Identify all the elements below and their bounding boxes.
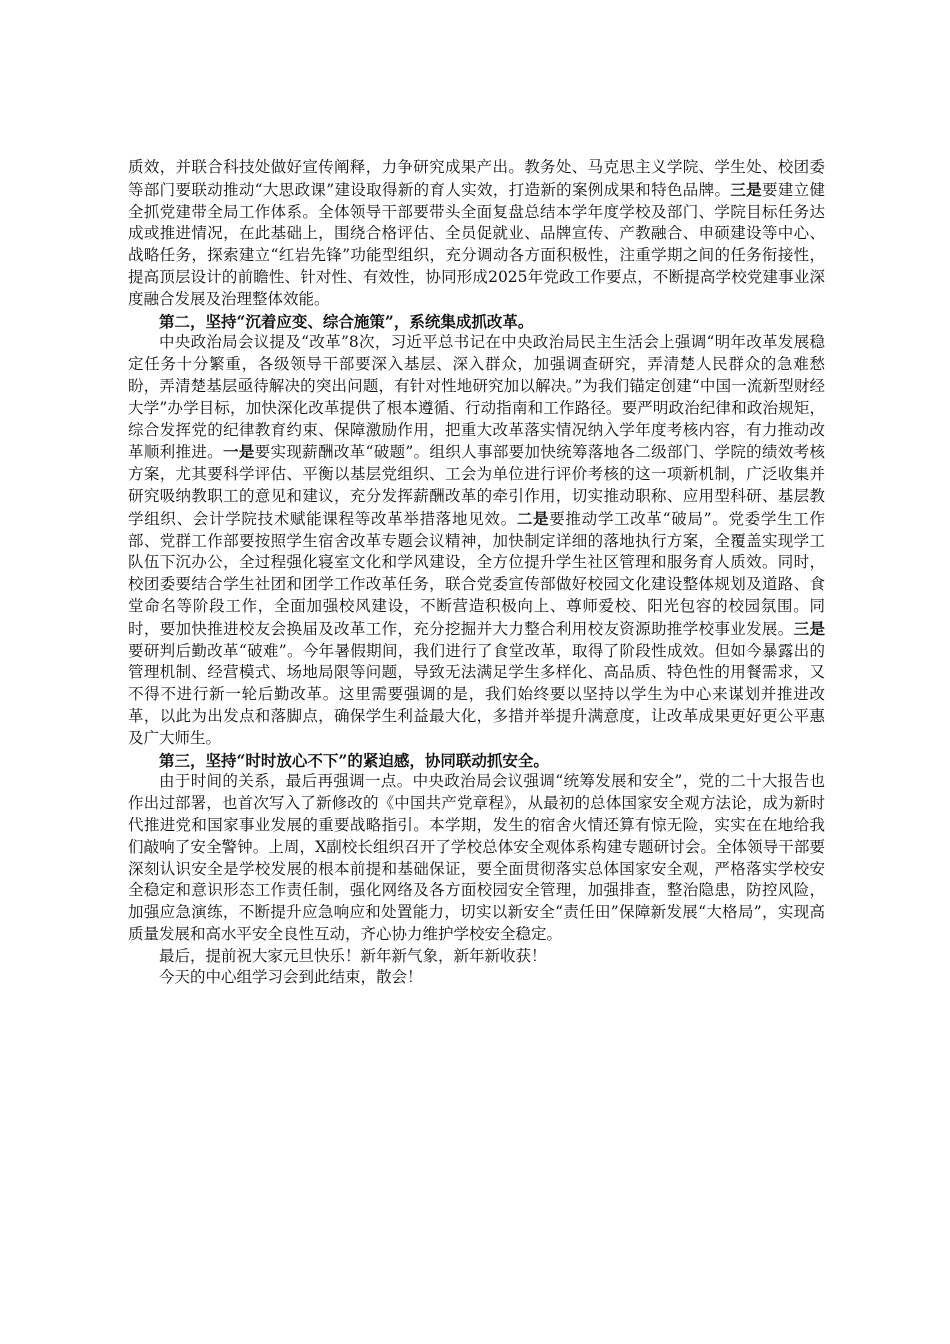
paragraph-text: 由于时间的关系，最后再强调一点。中央政治局会议强调“统筹发展和安全”，党的二十大报告也作出过部署，也首次写入了新修改的《中国共产党章程》，从最初的总体国家安全观方法论，成为新时代推进党和国家事业发展的重要战略指引。本学期，发生的宿舍火情还算有惊无险，实实在在地给我们敲响了安全警钟。上周，X副校长组织召开了学校总体安全观体系构建专题研讨会。全体领导干部要深刻认识安全是学校发展的根本前提和基础保证，要全面贯彻落实总体国家安全观，严格落实学校安全稳定和意识形态工作责任制，强化网络及各方面校园安全管理，加强排查，整治隐患，防控风险，加强应急演练，不断提升应急响应和处置能力，切实以新安全“责任田”保障新发展“大格局”，实现高质量发展和高水平安全良性互动，齐心协力维护学校安全稳定。 bbox=[128, 772, 825, 943]
emphasis-text: 第三，坚持“时时放心不下”的紧迫感，协同联动抓安全。 bbox=[159, 750, 549, 770]
emphasis-text: 三是 bbox=[730, 179, 762, 199]
paragraph-text: 最后，提前祝大家元旦快乐！新年新气象，新年新收获！ bbox=[159, 946, 547, 965]
body-paragraph bbox=[128, 332, 825, 749]
paragraph-text: 要研判后勤改革“破难”。今年暑假期间，我们进行了食堂改革，取得了阶段性成效。但如今暴露出的管理机制、经营模式、场地局限等问题，导致无法满足学生多样化、高品质、特色性的用餐需求，又不得不进行新一轮后勤改革。这里需要强调的是，我们始终要以坚持以学生为中心来谋划并推进改革，以此为出发点和落脚点，确保学生利益最大化，多措并举提升满意度，让改革成果更好更公平惠及广大师生。 bbox=[128, 641, 825, 747]
paragraph-text: 要推动学工改革“破局”。党委学生工作部、党群工作部要按照学生宿舍改革专题会议精神，加快制定详细的落地执行方案，全覆盖实现学工队伍下沉办公，全过程强化寝室文化和学风建设，全方位提升学生社区管理和服务育人质效。同时，校团委要结合学生社团和团学工作改革任务，联合党委宣传部做好校园文化建设整体规划及道路、食堂命名等阶段工作，全面加强校风建设，不断营造积极向上、尊师爱校、阳光包容的校园氛围。同时，要加快推进校友会换届及改革工作，充分挖掘并大力整合利用校友资源助推学校事业发展。 bbox=[128, 509, 825, 638]
body-paragraph bbox=[128, 967, 825, 989]
emphasis-text: 一是 bbox=[223, 442, 255, 462]
document-body bbox=[128, 157, 825, 989]
paragraph-text: 中央政治局会议提及“改革”8次，习近平总书记在中央政治局民主生活会上强调“明年改革发展稳定任务十分繁重，各级领导干部要深入基层、深入群众，加强调查研究，弄清楚人民群众的急难愁盼，弄清楚基层亟待解决的突出问题，有针对性地研究加以解决。”为我们锚定创建“中国一流新型财经大学”办学目标，加快深化改革提供了根本遵循、行动指南和工作路径。要严明政治纪律和政治规矩，综合发挥党的纪律教育约束、保障激励作用，把重大改革落实情况纳入学年度考核内容，有力推动改革顺利推进。 bbox=[128, 333, 825, 462]
body-paragraph bbox=[128, 946, 825, 968]
body-paragraph bbox=[128, 771, 825, 945]
section-heading bbox=[128, 311, 825, 333]
paragraph-text: 要建立健全抓党建带全局工作体系。全体领导干部要带头全面复盘总结本学年度学校及部门、学院目标任务达成或推进情况，在此基础上，围绕合格评估、全员促就业、品牌宣传、产教融合、申硕建设等中心、战略任务，探索建立“红岩先锋”功能型组织，充分调动各方面积极性，注重学期之间的任务衔接性，提高顶层设计的前瞻性、针对性、有效性，协同形成2025年党政工作要点，不断提高学校党建事业深度融合发展及治理整体效能。 bbox=[128, 180, 825, 308]
paragraph-text: 今天的中心组学习会到此结束，散会！ bbox=[159, 968, 423, 987]
paragraph-text: 质效，并联合科技处做好宣传阐释，力争研究成果产出。教务处、马克思主义学院、学生处、校团委等部门要联动推动“大思政课”建设取得新的育人实效，打造新的案例成果和特色品牌。 bbox=[128, 158, 825, 199]
section-heading bbox=[128, 750, 825, 772]
body-paragraph bbox=[128, 157, 825, 311]
emphasis-text: 二是 bbox=[516, 508, 550, 528]
paragraph-text: 要实现薪酬改革“破题”。组织人事部要加快统筹落地各二级部门、学院的绩效考核方案，尤其要科学评估、平衡以基层党组织、工会为单位进行评价考核的这一项新机制，广泛收集并研究吸纳教职工的意见和建议，充分发挥薪酬改革的牵引作用，切实推动职称、应用型科研、基层教学组织、会计学院技术赋能课程等改革举措落地见效。 bbox=[128, 443, 825, 528]
emphasis-text: 第二，坚持“沉着应变、综合施策”，系统集成抓改革。 bbox=[159, 311, 534, 331]
emphasis-text: 三是 bbox=[793, 618, 825, 638]
